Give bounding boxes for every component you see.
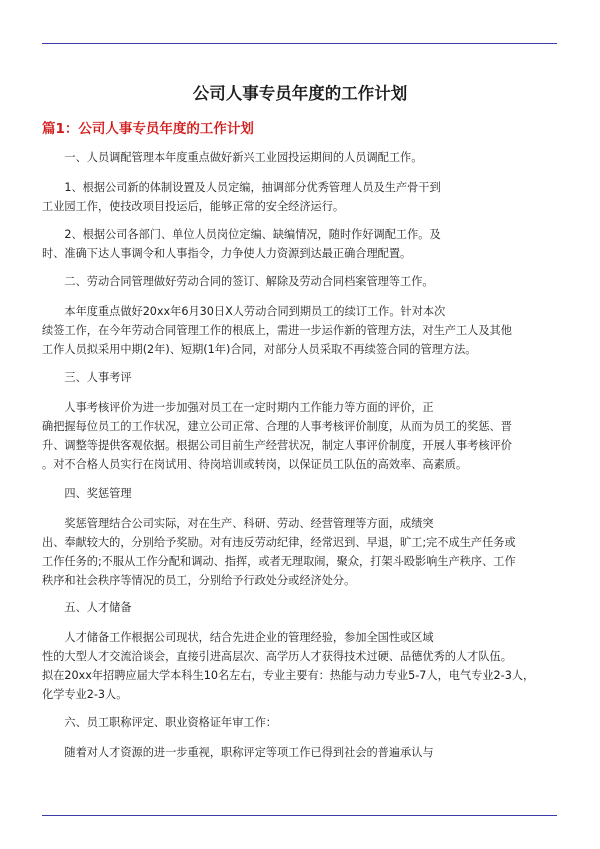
document-subtitle: 篇1：公司人事专员年度的工作计划 [42,121,254,137]
paragraph: 本年度重点做好20xx年6月30日X人劳动合同到期员工的续订工作。针对本次 续签工作，在今年劳动合同管理工作的根底上，需进一步运作新的管理方法，对生产工人及其他 工作人员拟采用中期(2年)、短期(1年)合同，对部分人员采取不再续签合同的管理方法。 [42,305,512,356]
section-heading: 五、人才储备 [42,601,132,614]
document-title: 公司人事专员年度的工作计划 [192,84,408,103]
section-heading: 二、劳动合同管理做好劳动合同的签订、解除及劳动合同档案管理等工作。 [42,275,434,288]
section-heading: 三、人事考评 [42,371,132,384]
paragraph: 随着对人才资源的进一步重视，职称评定等项工作已得到社会的普遍承认与 [42,746,434,759]
section-heading: 六、员工职称评定、职业资格证年审工作： [42,716,277,729]
paragraph: 2、根据公司各部门、单位人员岗位定编、缺编情况，随时作好调配工作。及 时、准确下达人事调令和人事指令，力争使人力资源到达最正确合理配置。 [42,228,441,260]
bottom-rule [42,815,557,816]
paragraph: 人事考核评价为进一步加强对员工在一定时期内工作能力等方面的评价，正 确把握每位员工的工作状况，建立公司正常、合理的人事考核评价制度，从而为员工的奖惩、晋 升、调整等提供客观依据。根据公司目前生产经营状况，制定人事评价制度，开展人事考核评价 。对不合格人员实行在岗试用、待岗培训或转岗，以保证员工队伍的高效率、高素质。 [42,401,512,471]
paragraph: 人才储备工作根据公司现状，结合先进企业的管理经验，参加全国性或区域 性的大型人才交流洽谈会，直接引进高层次、高学历人才获得技术过硬、品德优秀的人才队伍。 拟在20xx年招聘应届大学本科生10名左右，专业主要有：热能与动力专业5-7人，电气专业2-3人， 化学专业2-3人。 [42,631,535,701]
section-heading: 一、人员调配管理本年度重点做好新兴工业园投运期间的人员调配工作。 [42,151,423,164]
section-heading: 四、奖惩管理 [42,487,132,500]
paragraph: 奖惩管理结合公司实际，对在生产、科研、劳动、经营管理等方面，成绩突 出、奉献较大的，分别给予奖励。对有违反劳动纪律，经常迟到、早退，旷工;完不成生产任务或 工作任务的;不服从工作分配和调动、指挥，或者无理取闹，聚众，打架斗殴影响生产秩序、工作 秩序和社会秩序等情况的员工，分别给予行政处分或经济处分。 [42,517,516,587]
top-rule [42,43,557,44]
paragraph: 1、根据公司新的体制设置及人员定编，抽调部分优秀管理人员及生产骨干到 工业园工作，使技改项目投运后，能够正常的安全经济运行。 [42,181,441,213]
